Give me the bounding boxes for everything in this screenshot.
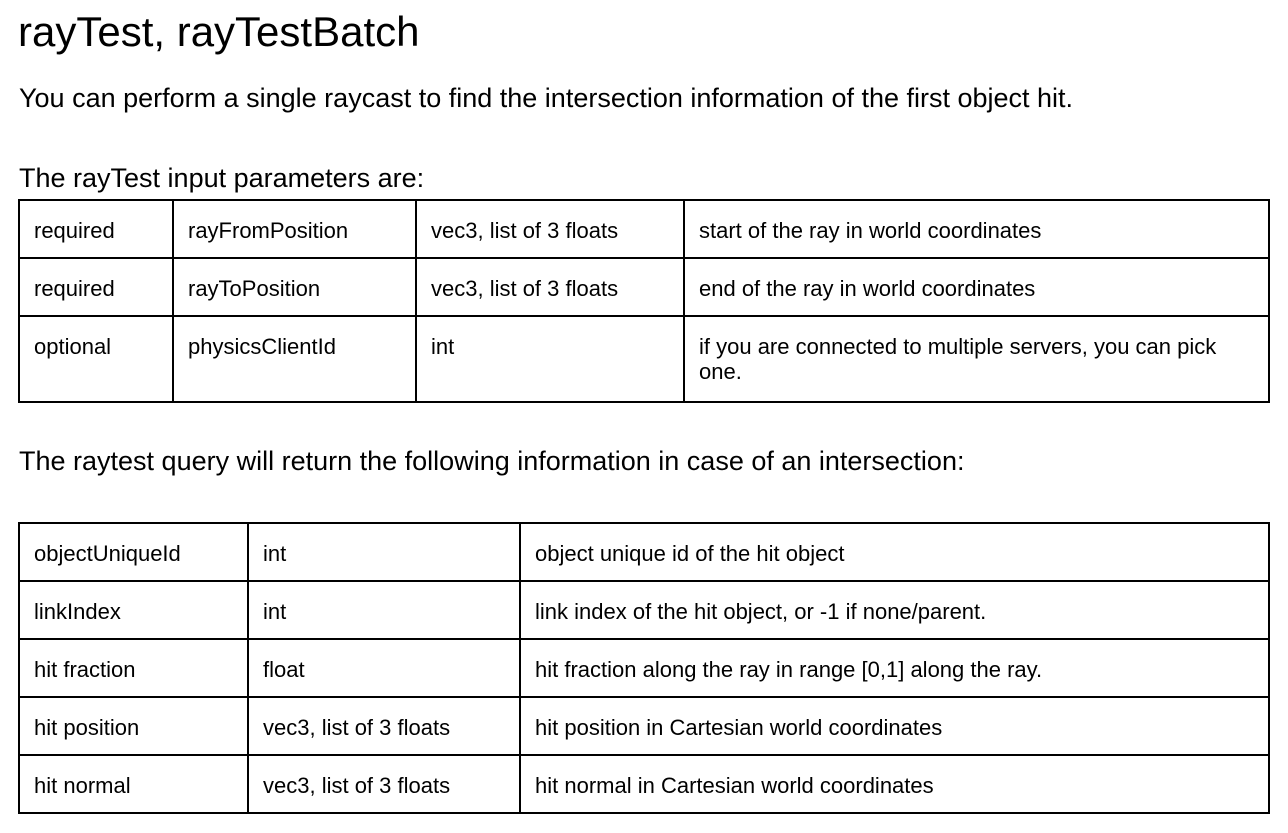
param-name: physicsClientId	[173, 316, 416, 402]
return-type: int	[248, 523, 520, 581]
return-type: vec3, list of 3 floats	[248, 697, 520, 755]
table-row	[19, 200, 1269, 258]
return-type: float	[248, 639, 520, 697]
return-description: hit position in Cartesian world coordinates	[520, 697, 1269, 755]
param-name: rayToPosition	[173, 258, 416, 316]
table-row	[19, 639, 1269, 697]
param-description: start of the ray in world coordinates	[684, 200, 1269, 258]
table-row	[19, 258, 1269, 316]
table-row	[19, 523, 1269, 581]
return-heading: The raytest query will return the following information in case of an intersection:	[19, 446, 965, 476]
input-parameters-table	[18, 199, 1270, 403]
table-row	[19, 581, 1269, 639]
param-description: if you are connected to multiple servers, you can pick one.	[684, 316, 1269, 402]
param-description: end of the ray in world coordinates	[684, 258, 1269, 316]
table-row	[19, 697, 1269, 755]
return-name: linkIndex	[19, 581, 248, 639]
param-type: vec3, list of 3 floats	[416, 258, 684, 316]
param-type: int	[416, 316, 684, 402]
return-values-table	[18, 522, 1270, 814]
table-row	[19, 755, 1269, 813]
return-type: int	[248, 581, 520, 639]
page-title: rayTest, rayTestBatch	[18, 8, 420, 55]
return-description: hit normal in Cartesian world coordinates	[520, 755, 1269, 813]
param-name: rayFromPosition	[173, 200, 416, 258]
intro-text: You can perform a single raycast to find the intersection information of the first object hit.	[19, 83, 1074, 113]
param-type: vec3, list of 3 floats	[416, 200, 684, 258]
return-name: hit fraction	[19, 639, 248, 697]
return-type: vec3, list of 3 floats	[248, 755, 520, 813]
param-requirement: required	[19, 258, 173, 316]
return-description: object unique id of the hit object	[520, 523, 1269, 581]
param-requirement: required	[19, 200, 173, 258]
return-name: hit normal	[19, 755, 248, 813]
return-name: objectUniqueId	[19, 523, 248, 581]
return-description: hit fraction along the ray in range [0,1] along the ray.	[520, 639, 1269, 697]
table-row	[19, 316, 1269, 402]
params-heading: The rayTest input parameters are:	[19, 163, 425, 193]
return-description: link index of the hit object, or -1 if none/parent.	[520, 581, 1269, 639]
return-name: hit position	[19, 697, 248, 755]
param-requirement: optional	[19, 316, 173, 402]
